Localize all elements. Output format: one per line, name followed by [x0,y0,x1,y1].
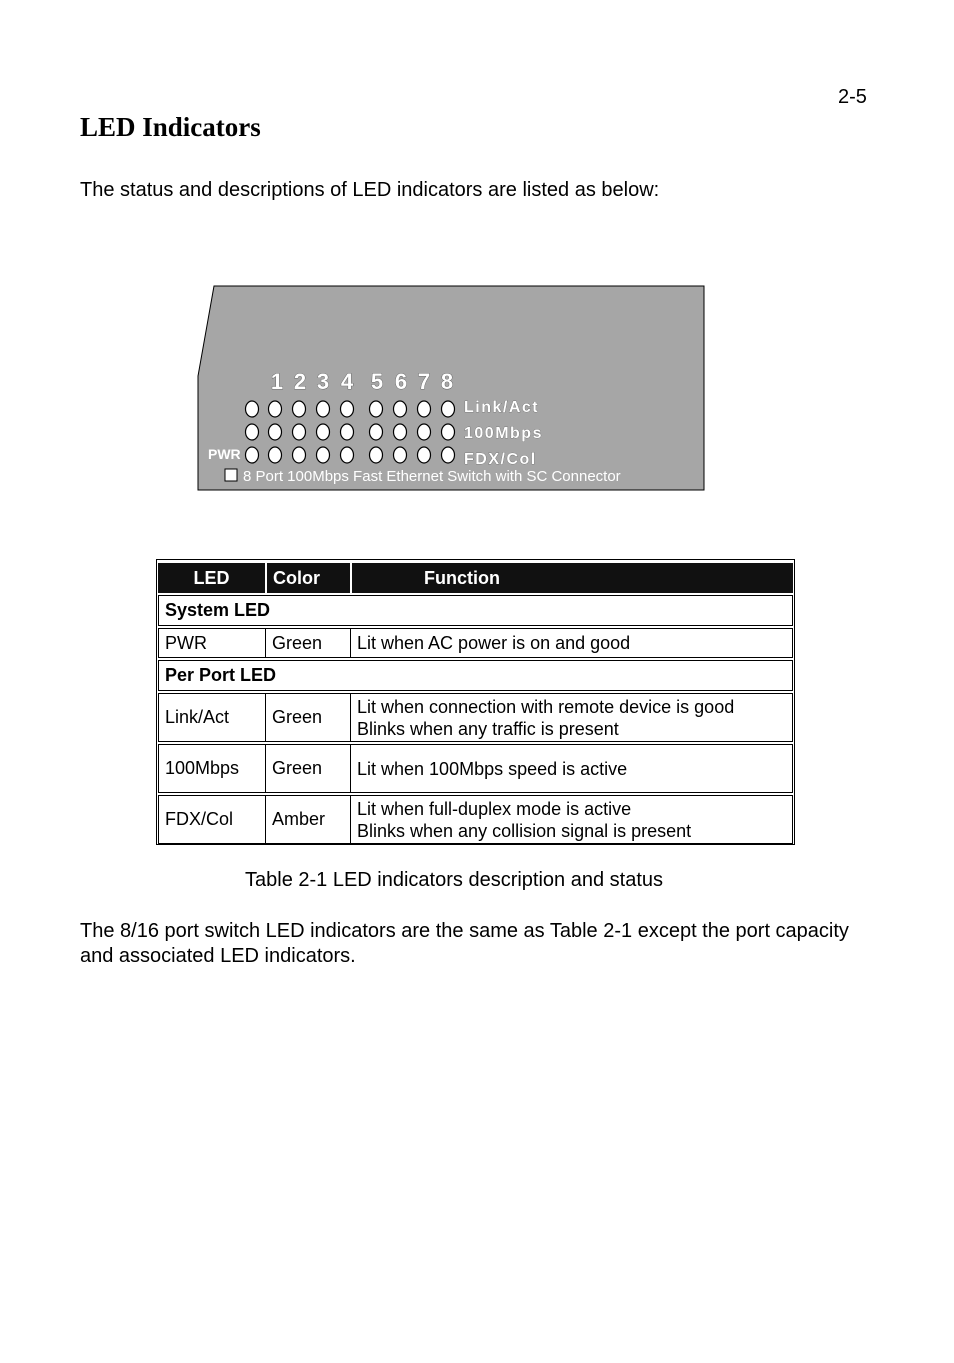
led-grid [246,401,455,463]
port-led [370,401,383,417]
port-led [293,447,306,463]
port-led [317,401,330,417]
table-header-row [158,563,793,593]
table-row [158,744,793,793]
section-row-per-port [158,660,793,691]
port-led [394,424,407,440]
port-number-label: 2 [293,369,307,394]
cell-led: PWR [158,628,265,658]
port-led [341,424,354,440]
port-led [370,447,383,463]
port-led [269,447,282,463]
pwr-led [246,447,259,463]
closing-paragraph: The 8/16 port switch LED indicators are the same as Table 2-1 except the port capacity and associated LED indicators. [80,920,849,967]
cell-led: Link/Act [158,693,265,742]
function-line: Lit when connection with remote device is good [357,696,735,717]
cell-color: Amber [265,795,350,844]
port-led [269,401,282,417]
port-number-label: 7 [417,369,431,394]
cell-color: Green [265,693,350,742]
cell-function [350,744,793,793]
cell-color: Green [265,628,350,658]
port-led [246,424,259,440]
port-led [442,447,455,463]
function-line: Lit when AC power is on and good [357,633,631,653]
port-led [341,401,354,417]
cell-function [350,628,793,658]
port-led [442,424,455,440]
port-led [442,401,455,417]
port-number-label: 8 [440,369,454,394]
section-row-system [158,595,793,626]
cell-led: FDX/Col [158,795,265,844]
led-row-label: Link/Act [464,399,540,416]
port-led [418,424,431,440]
port-led [418,447,431,463]
function-line: Blinks when any traffic is present [357,718,619,739]
cell-function [350,693,793,742]
led-row-labels [464,399,543,468]
function-line: Blinks when any collision signal is present [357,820,692,841]
section-label-system: System LED [158,595,793,626]
port-led [293,424,306,440]
port-led [341,447,354,463]
table-row [158,628,793,658]
port-led [317,447,330,463]
intro-paragraph: The status and descriptions of LED indicators are listed as below: [80,179,660,201]
led-table [156,559,795,845]
led-row-label: FDX/Col [464,451,537,468]
port-led [246,401,259,417]
table-row [158,693,793,742]
pwr-label: PWR [208,446,241,462]
section-label-per-port: Per Port LED [158,660,793,691]
table-row [158,795,793,844]
panel-checkbox-icon [225,469,237,481]
function-line: Lit when full-duplex mode is active [357,798,632,819]
port-led [293,401,306,417]
port-number-label: 5 [370,369,384,394]
header-color: Color [265,563,350,593]
led-row-label: 100Mbps [464,425,543,442]
port-number-label: 6 [394,369,408,394]
port-led [394,401,407,417]
port-led [269,424,282,440]
port-number-label: 3 [316,369,330,394]
function-line: Lit when 100Mbps speed is active [357,758,628,779]
port-led [394,447,407,463]
page-number: 2-5 [838,86,867,108]
port-led [370,424,383,440]
port-led [418,401,431,417]
cell-led: 100Mbps [158,744,265,793]
cell-function [350,795,793,844]
port-led [317,424,330,440]
header-led: LED [158,563,265,593]
panel-caption: 8 Port 100Mbps Fast Ethernet Switch with SC Connector [243,468,621,485]
switch-front-panel [196,284,706,492]
port-number-label: 4 [340,369,354,394]
header-function: Function [350,563,793,593]
page-title: LED Indicators [80,112,261,142]
port-number-label: 1 [270,369,284,394]
cell-color: Green [265,744,350,793]
table-caption: Table 2-1 LED indicators description and status [245,869,664,891]
